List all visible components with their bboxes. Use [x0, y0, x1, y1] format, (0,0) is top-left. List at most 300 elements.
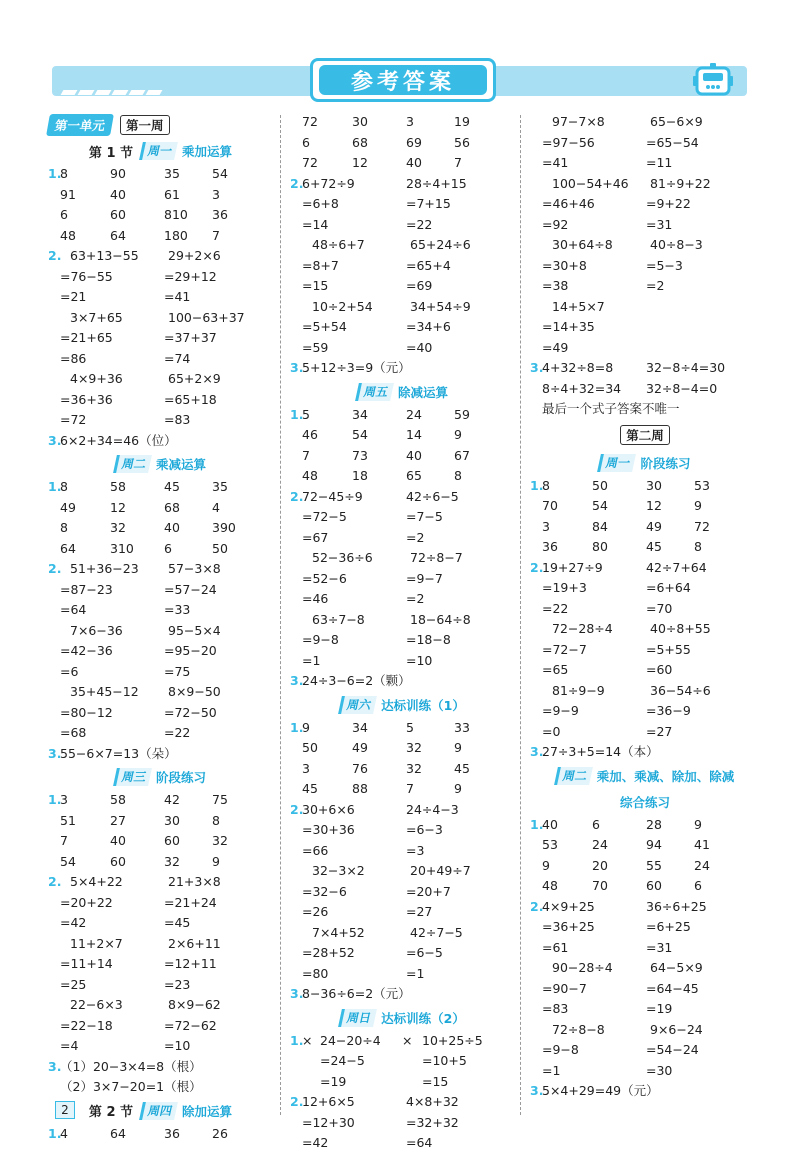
- lesson-heading: [48, 764, 273, 790]
- answer-value: =9+22: [646, 196, 691, 211]
- answer-line: [290, 964, 515, 985]
- answer-line: [48, 811, 273, 832]
- day-tag: 周一: [598, 454, 637, 472]
- answer-value: =6+25: [646, 919, 691, 934]
- answer-line: [290, 446, 515, 467]
- answer-line: [48, 308, 273, 329]
- answer-value: 40÷8−3: [650, 237, 703, 252]
- answer-value: =74: [164, 350, 191, 366]
- answer-line: [48, 872, 273, 893]
- answer-value: =52−6: [302, 570, 347, 586]
- answer-value: =11+14: [60, 956, 113, 971]
- answer-line: [530, 856, 760, 877]
- answer-value: 5: [302, 406, 310, 422]
- answer-value: =30+8: [542, 257, 587, 273]
- answer-value: =9−8: [302, 632, 339, 647]
- answer-value: =83: [164, 412, 191, 427]
- lesson-heading: [530, 450, 760, 476]
- answer-value: 70: [542, 498, 558, 513]
- answer-value: 9: [212, 853, 220, 869]
- lesson-heading: [290, 692, 515, 718]
- answer-line: [290, 1113, 515, 1134]
- answer-value: 8: [212, 812, 220, 828]
- answer-line: [530, 517, 760, 538]
- answer-value: 18: [352, 468, 368, 483]
- answer-value: =49: [542, 339, 569, 355]
- answer-value: 68: [352, 134, 368, 150]
- answer-value: =1: [406, 965, 425, 981]
- answer-value: =22: [164, 725, 191, 740]
- answer-value: 19: [454, 114, 470, 129]
- answer-value: 60: [110, 207, 126, 222]
- page-number: 2: [55, 1101, 75, 1119]
- answer-value: =40: [406, 339, 433, 355]
- answer-line: [530, 194, 760, 215]
- answer-line: [290, 902, 515, 923]
- answer-value: 42: [164, 792, 180, 807]
- answer-line: [48, 328, 273, 349]
- answer-line: [530, 876, 760, 897]
- answer-value: =27: [646, 723, 673, 739]
- answer-value: =10: [164, 1038, 191, 1053]
- answer-value: =1: [542, 1062, 561, 1078]
- answer-value: 65: [406, 468, 422, 483]
- answer-line: [48, 641, 273, 662]
- question-number: 1.: [48, 1125, 62, 1141]
- answer-value: 70: [592, 878, 608, 893]
- column-divider: [280, 115, 281, 1115]
- answer-text: （1）20−3×4=8（根）: [60, 1058, 202, 1074]
- lesson-title: 达标训练（2）: [381, 1010, 465, 1026]
- answer-value: =92: [542, 216, 569, 232]
- lesson-heading: [290, 1005, 515, 1031]
- answer-line: [48, 995, 273, 1016]
- answer-line: [530, 1040, 760, 1061]
- answer-value: 42÷6−5: [406, 488, 459, 504]
- answer-line: [290, 548, 515, 569]
- answer-value: =10: [406, 652, 433, 668]
- answer-line: [48, 580, 273, 601]
- answer-value: 72÷8−8: [552, 1021, 605, 1037]
- answer-value: 32÷8−4=0: [646, 380, 718, 396]
- section-label: 第 1 节: [88, 145, 134, 161]
- answer-line: [290, 358, 515, 379]
- answer-value: 32−3×2: [312, 863, 365, 878]
- question-number: 2.: [290, 488, 304, 504]
- lesson-title: 阶段练习: [640, 455, 691, 471]
- answer-value: 180: [164, 227, 188, 243]
- answer-value: 30: [352, 114, 368, 129]
- week-heading: [530, 420, 760, 450]
- answer-value: =6−3: [406, 822, 443, 837]
- lesson-title: 阶段练习: [156, 770, 207, 785]
- answer-value: 48: [542, 878, 558, 893]
- answer-line: [530, 979, 760, 1000]
- answer-line: [530, 681, 760, 702]
- answer-value: 7: [212, 227, 220, 243]
- answer-value: =32−6: [302, 883, 347, 899]
- answer-line: [530, 496, 760, 517]
- answer-value: 54: [212, 166, 228, 181]
- answer-line: [530, 1081, 760, 1102]
- answer-value: 24: [406, 406, 422, 422]
- answer-line: [290, 841, 515, 862]
- answer-line: [48, 518, 273, 539]
- answer-value: 41: [694, 837, 710, 852]
- answer-line: [290, 1031, 515, 1052]
- answer-line: [290, 759, 515, 780]
- answer-value: 49: [60, 499, 76, 515]
- answer-value: =90−7: [542, 980, 587, 996]
- answer-line: [290, 194, 515, 215]
- answer-value: 59: [454, 406, 470, 422]
- answer-text: 55−6×7=13（朵）: [60, 745, 177, 761]
- answer-line: [48, 477, 273, 498]
- answer-line: [290, 923, 515, 944]
- answer-line: [48, 893, 273, 914]
- answer-value: =65: [542, 662, 569, 677]
- answer-value: 7×6−36: [70, 622, 123, 638]
- answer-value: 65+24÷6: [410, 237, 471, 252]
- answer-value: 20: [592, 857, 608, 873]
- answer-value: 40: [164, 520, 180, 535]
- answer-value: =72−5: [302, 509, 347, 524]
- answer-value: 76: [352, 760, 368, 776]
- answer-value: 36: [164, 1125, 180, 1141]
- answer-value: 90: [110, 166, 126, 181]
- answer-value: 8: [454, 468, 462, 483]
- answer-line: [530, 537, 760, 558]
- answer-value: 8×9−62: [168, 997, 221, 1012]
- answer-value: 65−6×9: [650, 114, 703, 129]
- answer-value: 40: [406, 155, 422, 170]
- answer-text: （2）3×7−20=1（根）: [60, 1079, 202, 1094]
- answer-value: =97−56: [542, 134, 595, 150]
- answer-line: [290, 153, 515, 174]
- week-badge: 第一周: [120, 115, 170, 135]
- answer-value: =6+8: [302, 196, 339, 211]
- answer-line: [530, 235, 760, 256]
- day-tag: 周日: [338, 1009, 377, 1027]
- answer-value: =83: [542, 1001, 569, 1016]
- answer-value: =30+36: [302, 822, 355, 837]
- answer-line: [290, 425, 515, 446]
- answer-line: [48, 369, 273, 390]
- answer-value: 33: [454, 719, 470, 735]
- answer-value: =21: [60, 289, 87, 304]
- answer-value: 54: [592, 498, 608, 513]
- answer-value: =80: [302, 965, 329, 981]
- answer-line: [290, 507, 515, 528]
- answer-value: 5×4+22: [70, 874, 123, 889]
- answer-value: 18−64÷8: [410, 611, 471, 627]
- answer-value: 81÷9−9: [552, 682, 605, 698]
- answer-value: =32+32: [406, 1114, 459, 1130]
- answer-value: =80−12: [60, 704, 113, 720]
- answer-value: 34: [352, 719, 368, 735]
- answer-value: =2: [406, 591, 425, 606]
- answer-line: [48, 205, 273, 226]
- answer-value: 58: [110, 479, 126, 494]
- answer-line: [530, 297, 760, 318]
- answer-line: [48, 349, 273, 370]
- question-number: 3.: [290, 360, 304, 375]
- answer-value: =5+55: [646, 641, 691, 657]
- answer-value: =21+24: [164, 894, 217, 910]
- answer-value: 6: [164, 540, 172, 556]
- answer-value: 63÷7−8: [312, 611, 365, 627]
- unit-badge: 第一单元: [46, 114, 114, 136]
- question-number: 1.: [290, 719, 304, 735]
- answer-value: =31: [646, 216, 673, 232]
- answer-value: 57−3×8: [168, 561, 221, 576]
- answer-value: =41: [542, 155, 569, 170]
- answer-value: =87−23: [60, 581, 113, 597]
- answer-value: 12: [110, 499, 126, 515]
- answer-line: [530, 999, 760, 1020]
- day-tag: 周四: [139, 1102, 178, 1120]
- answer-value: =22: [542, 600, 569, 616]
- answer-line: [530, 701, 760, 722]
- answer-line: [530, 917, 760, 938]
- question-number: 2.: [290, 1094, 304, 1109]
- answer-value: =42: [60, 915, 87, 930]
- answer-value: 58: [110, 792, 126, 807]
- answer-line: [530, 938, 760, 959]
- answer-line: [48, 498, 273, 519]
- question-number: 2.: [530, 898, 544, 914]
- answer-line: [290, 1092, 515, 1113]
- answer-line: [48, 831, 273, 852]
- answer-value: =12+30: [302, 1114, 355, 1130]
- answer-value: 3: [406, 114, 414, 129]
- answer-line: [530, 317, 760, 338]
- answer-line: [530, 276, 760, 297]
- answer-value: 3: [542, 518, 550, 534]
- answer-value: 4: [212, 499, 220, 515]
- answer-value: 63+13−55: [70, 248, 139, 263]
- answer-value: 48: [60, 227, 76, 243]
- answer-value: =19+3: [542, 580, 587, 595]
- answer-line: [290, 297, 515, 318]
- answer-value: 3: [302, 760, 310, 776]
- answer-line: [48, 934, 273, 955]
- answer-line: [48, 431, 273, 452]
- question-number: 1.: [48, 479, 62, 494]
- title-frame: [310, 58, 496, 102]
- answer-value: 3: [60, 792, 68, 807]
- answer-text: 8−36÷6=2（元）: [302, 986, 411, 1001]
- answer-line: [530, 599, 760, 620]
- answer-value: 97−7×8: [552, 114, 605, 129]
- lesson-title: 除减运算: [398, 384, 449, 400]
- answer-value: =25: [60, 976, 87, 992]
- answer-line: [290, 466, 515, 487]
- answer-value: 24: [592, 837, 608, 852]
- answer-line: [48, 1124, 273, 1145]
- answer-line: [290, 256, 515, 277]
- answer-value: 8: [694, 539, 702, 554]
- answer-value: =15: [422, 1073, 449, 1089]
- answer-value: 40: [110, 186, 126, 202]
- answer-value: 12: [646, 498, 662, 513]
- answer-value: =5+54: [302, 319, 347, 334]
- answer-value: 32−8÷4=30: [646, 360, 726, 375]
- answer-line: [290, 610, 515, 631]
- answer-line: [530, 256, 760, 277]
- answer-line: [290, 984, 515, 1005]
- answer-value: =69: [406, 278, 433, 293]
- answer-line: [48, 1036, 273, 1057]
- answer-value: 22−6×3: [70, 997, 123, 1012]
- question-number: 3.: [48, 1058, 62, 1074]
- answer-value: 36÷6+25: [646, 898, 707, 914]
- answer-value: =22−18: [60, 1017, 113, 1033]
- answer-value: =65+18: [164, 391, 217, 407]
- answer-value: =61: [542, 939, 569, 955]
- answer-value: 4×9+36: [70, 371, 123, 386]
- question-number: 1.: [530, 816, 544, 832]
- answer-value: =46: [302, 591, 329, 606]
- answer-value: 310: [110, 540, 134, 556]
- answer-value: 60: [110, 853, 126, 869]
- answer-value: 7: [60, 833, 68, 848]
- answer-value: 21+3×8: [168, 874, 221, 889]
- answer-value: 64: [110, 1125, 126, 1141]
- answer-value: 48: [302, 468, 318, 483]
- answer-line: [530, 153, 760, 174]
- answer-value: 64: [60, 540, 76, 556]
- answer-value: 91: [60, 186, 76, 202]
- answer-value: =42: [302, 1135, 329, 1150]
- answer-value: 9: [694, 498, 702, 513]
- answer-value: 32: [110, 520, 126, 535]
- answer-value: 36−54÷6: [650, 682, 711, 698]
- answer-value: 53: [542, 837, 558, 852]
- answer-value: =37+37: [164, 330, 217, 345]
- answer-line: [530, 399, 760, 420]
- answer-line: [48, 744, 273, 765]
- answer-value: 9: [454, 427, 462, 442]
- answer-value: =28+52: [302, 945, 355, 960]
- answer-value: =18−8: [406, 632, 451, 647]
- answer-line: [48, 703, 273, 724]
- answer-line: [290, 882, 515, 903]
- answer-value: =42−36: [60, 643, 113, 658]
- answer-value: 40: [406, 447, 422, 463]
- answer-text: 5+12÷3=9（元）: [302, 360, 411, 375]
- answer-value: =0: [542, 723, 561, 739]
- answer-value: 27: [110, 812, 126, 828]
- answer-value: =72−62: [164, 1017, 217, 1033]
- answer-value: 34+54÷9: [410, 298, 471, 314]
- answer-value: 8: [542, 477, 550, 493]
- answer-value: 35+45−12: [70, 684, 139, 699]
- lesson-title: 综合练习: [619, 794, 670, 810]
- answer-line: [290, 589, 515, 610]
- answer-value: 54: [60, 853, 76, 869]
- answer-value: =15: [302, 278, 329, 293]
- answer-value: =20+7: [406, 883, 451, 899]
- answer-value: 9×6−24: [650, 1021, 703, 1037]
- answer-value: 80: [592, 539, 608, 554]
- answer-value: 5: [406, 719, 414, 735]
- answer-value: =72: [60, 412, 87, 427]
- answer-line: [290, 317, 515, 338]
- answer-value: 35: [212, 479, 228, 494]
- answer-line: [290, 1133, 515, 1154]
- answer-value: 75: [212, 792, 228, 807]
- answer-value: 51+36−23: [70, 561, 139, 576]
- answer-value: 24÷4−3: [406, 801, 459, 817]
- answer-value: =59: [302, 339, 329, 355]
- answer-value: 30: [646, 477, 662, 493]
- answer-line: [48, 226, 273, 247]
- answer-value: 72−45÷9: [302, 488, 363, 504]
- answer-value: =65−54: [646, 134, 699, 150]
- column-divider: [520, 115, 521, 1115]
- answer-value: 32: [406, 760, 422, 776]
- question-number: 1.: [48, 166, 62, 181]
- lesson-title: 除加运算: [182, 1103, 233, 1119]
- answer-value: 6: [592, 816, 600, 832]
- answer-value: =22: [406, 216, 433, 232]
- answer-value: 94: [646, 837, 662, 852]
- answer-value: 64−5×9: [650, 960, 703, 975]
- answer-value: 65+2×9: [168, 371, 221, 386]
- answer-value: =31: [646, 939, 673, 955]
- answer-value: 8: [60, 520, 68, 535]
- answer-value: 29+2×6: [168, 248, 221, 263]
- day-tag: 周一: [139, 142, 178, 160]
- answer-value: 72÷8−7: [410, 550, 463, 565]
- answer-value: 52−36÷6: [312, 550, 373, 565]
- answer-value: 8: [60, 166, 68, 181]
- answer-value: 14: [406, 427, 422, 442]
- answer-line: [48, 975, 273, 996]
- answer-value: 6: [302, 134, 310, 150]
- day-tag: 周三: [113, 768, 152, 786]
- answer-value: 14+5×7: [552, 298, 605, 314]
- answer-value: 32: [164, 853, 180, 869]
- answer-value: =6+64: [646, 580, 691, 595]
- answer-value: 50: [212, 540, 228, 556]
- question-number: 1.: [48, 792, 62, 807]
- answer-line: [48, 682, 273, 703]
- question-number: 3.: [530, 744, 544, 759]
- answer-value: 64: [110, 227, 126, 243]
- answer-line: [530, 215, 760, 236]
- answer-value: =21+65: [60, 330, 113, 345]
- answer-value: =76−55: [60, 268, 113, 284]
- answer-value: =34+6: [406, 319, 451, 334]
- answer-line: [48, 1057, 273, 1078]
- week-badge: 第二周: [620, 425, 670, 445]
- answer-value: =26: [302, 904, 329, 919]
- lesson-heading: [48, 451, 273, 477]
- answer-line: [48, 1077, 273, 1098]
- answer-line: [530, 1020, 760, 1041]
- answer-value: 390: [212, 520, 236, 535]
- answer-value: 3×7+65: [70, 309, 123, 325]
- answer-line: [290, 338, 515, 359]
- answer-value: =72−50: [164, 704, 217, 720]
- answer-line: [290, 630, 515, 651]
- answer-value: =12+11: [164, 956, 217, 971]
- answer-value: 6+72÷9: [302, 175, 355, 191]
- question-number: 1.: [290, 1032, 304, 1048]
- answer-line: [48, 662, 273, 683]
